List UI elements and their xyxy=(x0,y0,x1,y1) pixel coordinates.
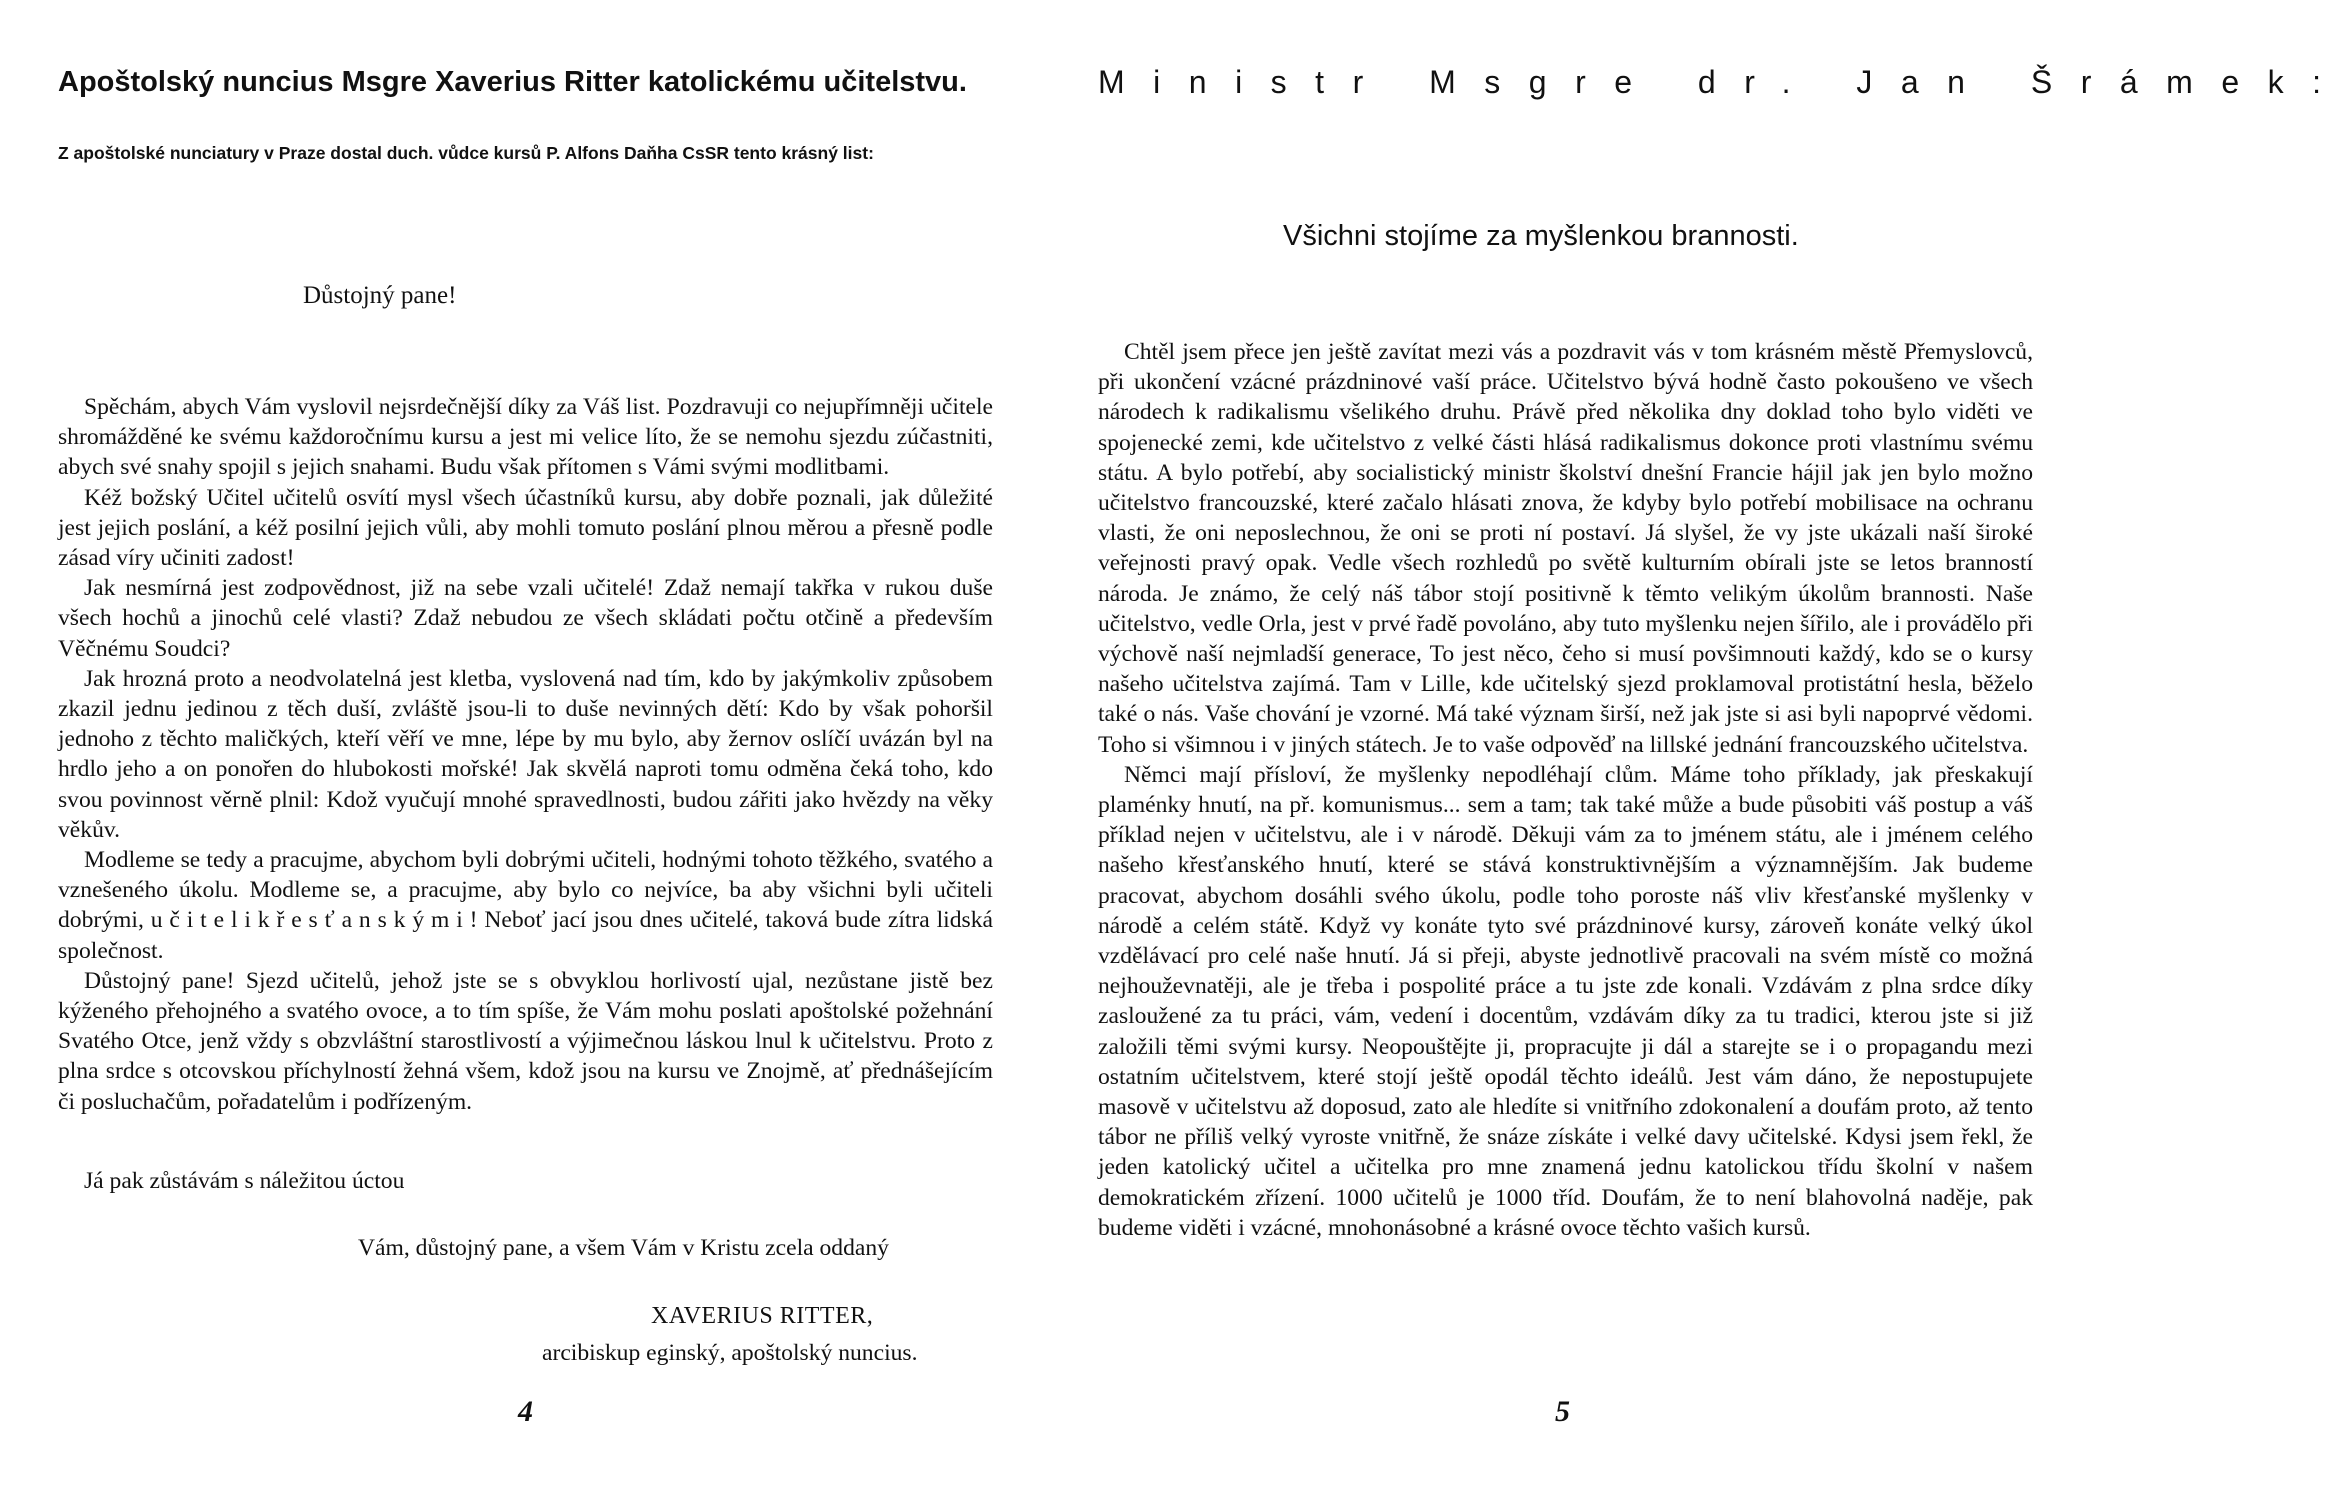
page-number-left: 4 xyxy=(518,1395,533,1428)
speech-paragraph: Němci mají přísloví, že myšlenky nepodléhají clům. Máme toho příklady, jak přeskakují plaménky hnutí, na př. komunismus... sem a tam; tak také může a bude působiti váš postup a váš příklad nejen v učitelstvu, ale i v národě. Děkuji vám za to jménem státu, ale i jménem celého našeho křesťanského hnutí, které se stává konstruktivnějším a významnějším. Jak budeme pracovat, abychom dosáhli svého úkolu, podle toho poroste náš vliv křesťanské myšlenky v národě a celém státě. Když vy konáte tyto své prázdninové kursy, zároveň konáte velký úkol vzdělávací pro celé naše hnutí. Já si přeji, abyste jednotlivě pracovali na svém místě co možná nejhouževnatěji, ale je třeba i pospolité práce a tu jste zde konali. Vzdávám z plna srdce díky zasloužené za tu práci, vám, vedení i docentům, vzdávám díky za tu tradici, kterou jste si již založili těmi svými kursy. Neopouštějte ji, propracujte ji dál a starejte se i o propagandu mezi ostatním učitelstvem, které stojí ještě opodál těchto ideálů. Jest vám dáno, že nepostupujete masově v učitelstvu až doposud, zato ale hledíte si vnitřního zdokonalení a doufám proto, až tento tábor ne příliš velký vyroste vnitřně, že snáze získáte i velké davy učitelské. Kdysi jsem řekl, že jeden katolický učitel a učitelka pro mne znamená jednu katolickou třídu školní v našem demokratickém zřízení. 1000 učitelů je 1000 tříd. Doufám, že to není blahovolná naděje, pak budeme viděti i vzácné, mnohonásobné a krásné ovoce těchto vašich kursů. xyxy=(1098,761,2033,1241)
signature-title: arcibiskup eginský, apoštolský nuncius. xyxy=(542,1340,918,1366)
letter-paragraph: Důstojný pane! Sjezd učitelů, jehož jste se s obvyklou horlivostí ujal, nezůstane jistě bez kýženého přehojného a svatého ovoce, a to tím spíše, že Vám mohu poslati apoštolské požehnání Svatého Otce, jenž vždy s obzvláštní starostlivostí a výjimečnou láskou lnul k učitelstvu. Proto z plna srdce s otcovskou příchylností žehná všem, kdož jsou na kursu ve Znojmě, ať přednášejícím či posluchačům, pořadatelům i podřízeným. xyxy=(58,967,993,1115)
speech-body xyxy=(1098,337,2033,1243)
letter-salutation: Důstojný pane! xyxy=(303,282,457,309)
page-number-right: 5 xyxy=(1555,1395,1570,1428)
letter-closing: Já pak zůstávám s náležitou úctou xyxy=(84,1168,405,1194)
letter-paragraph: Jak nesmírná jest zodpovědnost, již na sebe vzali učitelé! Zdaž nemají takřka v rukou duše všech hochů a jinochů celé vlasti? Zdaž nebudou ze všech skládati počtu otčině a především Věčnému Soudci? xyxy=(58,575,993,662)
letter-paragraph: Modleme se tedy a pracujme, abychom byli dobrými učiteli, hodnými tohoto těžkého, svatého a vznešeného úkolu. Modleme se, a pracujme, aby bylo co nejvíce, ba aby všichni byli učiteli dobrými, u č i t e l i k ř e s ť a n s k ý m i ! Neboť jací jsou dnes učitelé, taková bude zítra lidská společnost. xyxy=(58,847,993,964)
right-page-subtitle: Všichni stojíme za myšlenkou brannosti. xyxy=(1283,220,1799,252)
right-page xyxy=(1098,0,2350,1500)
right-page-title: Ministr Msgre dr. Jan Šrámek: xyxy=(1098,64,2350,100)
signature-name: XAVERIUS RITTER, xyxy=(651,1303,874,1329)
letter-paragraph: Jak hrozná proto a neodvolatelná jest kletba, vyslovená nad tím, kdo by jakýmkoliv způsobem zkazil jednu jedinou z těch duší, zvláště jsou-li to duše nevinných dětí: Kdo by však pohoršil jednoho z těchto maličkých, kteří věří ve mne, lépe by mu bylo, aby žernov oslíčí uvázán byl na hrdlo jeho a on ponořen do hlubokosti mořské! Jak skvělá naproti tomu odměna čeká toho, kdo svou povinnost věrně plnil: Kdož vyučují mnohé spravedlnosti, budou zářiti jako hvězdy na věky věkův. xyxy=(58,665,993,843)
left-page-intro: Z apoštolské nunciatury v Praze dostal duch. vůdce kursů P. Alfons Daňha CsSR tento krásný list: xyxy=(58,143,874,163)
left-page xyxy=(58,0,993,1500)
letter-body xyxy=(58,392,993,1117)
speech-paragraph: Chtěl jsem přece jen ještě zavítat mezi vás a pozdravit vás v tom krásném městě Přemyslovců, při ukončení vzácné prázdninové vaší práce. Učitelstvo bývá hodně často pokoušeno ve všech národech k radikalismu všelikého druhu. Právě před několika dny doklad toho bylo viděti ve spojenecké zemi, kde učitelstvo z velké části hlásá radikalismus dokonce proti vlastnímu svému státu. A bylo potřebí, aby socialistický ministr školství dnešní Francie hájil jak jen bylo možno učitelstvo francouzské, které začalo hlásati znova, že kdyby bylo potřebí mobilisace na ochranu vlasti, že oni neposlechnou, že oni se proti ní postaví. Já slyšel, že vy jste ukázali naší široké veřejnosti pravý opak. Vedle všech rozhledů po světě kulturním obírali jste se letos branností národa. Je známo, že celý náš tábor stojí positivně k těmto velikým úkolům brannosti. Naše učitelstvo, vedle Orla, jest v prvé řadě povoláno, aby tuto myšlenku nejen šířilo, ale i provádělo při výchově naší nejmladší generace, To jest něco, čeho si musí povšimnouti každý, kdo se o kursy našeho učitelstva zajímá. Tam v Lille, kde učitelský sjezd proklamoval protistátní hesla, běželo také o nás. Vaše chování je vzorné. Má také význam širší, než jak jste si asi byli napoprvé vědomi. Toho si všimnou i v jiných státech. Je to vaše odpověď na lillské jednání francouzského učitelstva. xyxy=(1098,339,2033,758)
letter-closing-dedication: Vám, důstojný pane, a všem Vám v Kristu zcela oddaný xyxy=(358,1235,889,1261)
letter-paragraph: Spěchám, abych Vám vyslovil nejsrdečnější díky za Váš list. Pozdravuji co nejupřímněji učitele shromážděné ke svému každoročnímu kursu a jest mi velice líto, že se nemohu sjezdu zúčastniti, abych své snahy spojil s jejich snahami. Budu však přítomen s Vámi svými modlitbami. xyxy=(58,394,993,481)
left-page-title: Apoštolský nuncius Msgre Xaverius Ritter katolickému učitelstvu. xyxy=(58,66,967,98)
letter-paragraph: Kéž božský Učitel učitelů osvítí mysl všech účastníků kursu, aby dobře poznali, jak důležité jest jejich poslání, a kéž posilní jejich vůli, aby mohli tomuto poslání plnou měrou a přesně podle zásad víry učiniti zadost! xyxy=(58,484,993,572)
